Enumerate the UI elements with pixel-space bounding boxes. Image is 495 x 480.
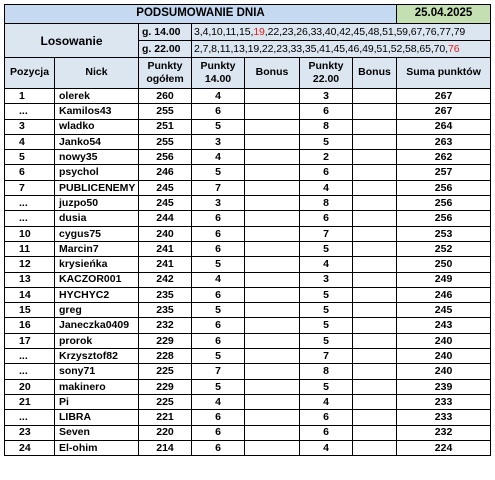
position-cell: 14	[5, 287, 55, 302]
draw-number: 76	[447, 42, 460, 55]
bonus-2-cell	[353, 410, 397, 425]
total-points-cell: 235	[139, 287, 192, 302]
sum-points-cell: 256	[397, 196, 491, 211]
points-14-cell: 6	[192, 104, 245, 119]
total-points-cell: 260	[139, 89, 192, 104]
position-cell: 7	[5, 180, 55, 195]
nick-cell: KACZOR001	[55, 272, 139, 287]
draw-number: 11	[219, 42, 231, 55]
table-row	[5, 165, 491, 180]
sum-points-cell: 250	[397, 257, 491, 272]
nick-cell: Pi	[55, 394, 139, 409]
points-14-cell: 6	[192, 241, 245, 256]
points-14-cell: 5	[192, 119, 245, 134]
nick-cell: krysieńka	[55, 257, 139, 272]
total-points-cell: 241	[139, 241, 192, 256]
nick-cell: juzpo50	[55, 196, 139, 211]
bonus-1-cell	[245, 272, 300, 287]
points-22-cell: 8	[300, 196, 353, 211]
draw-number: 19	[253, 25, 265, 38]
bonus-1-cell	[245, 287, 300, 302]
bonus-2-cell	[353, 119, 397, 134]
points-22-cell: 3	[300, 272, 353, 287]
sum-points-cell: 246	[397, 287, 491, 302]
draw-number: 35	[304, 42, 317, 55]
draw-number: 26	[296, 25, 308, 38]
draw-number: 70	[433, 42, 446, 55]
total-points-cell: 256	[139, 150, 192, 165]
sum-points-cell: 256	[397, 180, 491, 195]
bonus-1-cell	[245, 196, 300, 211]
points-14-cell: 6	[192, 333, 245, 348]
total-points-cell: 214	[139, 440, 192, 455]
draw-number: 77	[439, 25, 451, 38]
bonus-2-cell	[353, 364, 397, 379]
draw-number: 33	[310, 25, 323, 38]
bonus-1-cell	[245, 379, 300, 394]
total-points-cell: 229	[139, 333, 192, 348]
points-14-cell: 4	[192, 272, 245, 287]
sum-points-cell: 240	[397, 364, 491, 379]
draw-number: 40	[324, 25, 337, 38]
summary-table	[4, 4, 491, 456]
table-row	[5, 349, 491, 364]
points-22-cell: 3	[300, 89, 353, 104]
position-cell: ...	[5, 196, 55, 211]
sum-points-cell: 257	[397, 165, 491, 180]
table-row	[5, 379, 491, 394]
sum-points-cell: 262	[397, 150, 491, 165]
bonus-1-cell	[245, 119, 300, 134]
sum-points-cell: 224	[397, 440, 491, 455]
sum-points-cell: 256	[397, 211, 491, 226]
nick-cell: Marcin7	[55, 241, 139, 256]
total-points-cell: 225	[139, 394, 192, 409]
nick-cell: Seven	[55, 425, 139, 440]
points-22-cell: 4	[300, 440, 353, 455]
nick-cell: PUBLICENEMY	[55, 180, 139, 195]
position-cell: 16	[5, 318, 55, 333]
points-22-cell: 6	[300, 410, 353, 425]
sum-points-cell: 264	[397, 119, 491, 134]
position-cell: 20	[5, 379, 55, 394]
summary-sheet	[4, 4, 491, 476]
draw-number: 41	[319, 42, 331, 55]
table-row	[5, 440, 491, 455]
points-14-cell: 5	[192, 257, 245, 272]
points-22-cell: 4	[300, 180, 353, 195]
sum-points-cell: 249	[397, 272, 491, 287]
sum-points-cell: 252	[397, 241, 491, 256]
table-row	[5, 241, 491, 256]
position-cell: ...	[5, 349, 55, 364]
total-points-cell: 228	[139, 349, 192, 364]
draw-time-1: g. 14.00	[139, 24, 192, 41]
date-cell: 25.04.2025	[397, 5, 491, 24]
nick-cell: HYCHYC2	[55, 287, 139, 302]
points-14-cell: 6	[192, 425, 245, 440]
table-row	[5, 272, 491, 287]
points-14-cell: 5	[192, 349, 245, 364]
position-cell: 24	[5, 440, 55, 455]
points-22-cell: 5	[300, 287, 353, 302]
points-22-cell: 2	[300, 150, 353, 165]
bonus-1-cell	[245, 303, 300, 318]
points-22-cell: 6	[300, 425, 353, 440]
table-row	[5, 150, 491, 165]
points-22-cell: 4	[300, 257, 353, 272]
nick-cell: olerek	[55, 89, 139, 104]
points-14-cell: 6	[192, 211, 245, 226]
draw-number: 13	[233, 42, 245, 55]
bonus-2-cell	[353, 303, 397, 318]
table-row	[5, 134, 491, 149]
position-cell: 12	[5, 257, 55, 272]
col-header-sum: Suma punktów	[397, 58, 491, 89]
bonus-1-cell	[245, 425, 300, 440]
bonus-2-cell	[353, 89, 397, 104]
draw-number: 23	[281, 25, 294, 38]
draw-number: 2	[194, 42, 200, 55]
bonus-2-cell	[353, 349, 397, 364]
points-22-cell: 5	[300, 318, 353, 333]
draw-number: 58	[405, 42, 417, 55]
col-header-position: Pozycja	[5, 58, 55, 89]
total-points-cell: 244	[139, 211, 192, 226]
bonus-2-cell	[353, 425, 397, 440]
bonus-1-cell	[245, 89, 300, 104]
position-cell: 6	[5, 165, 55, 180]
draw-number: 67	[410, 25, 423, 38]
total-points-cell: 220	[139, 425, 192, 440]
bonus-2-cell	[353, 394, 397, 409]
total-points-cell: 241	[139, 257, 192, 272]
sum-points-cell: 267	[397, 104, 491, 119]
nick-cell: greg	[55, 303, 139, 318]
draw-number: 51	[376, 42, 388, 55]
bonus-1-cell	[245, 180, 300, 195]
draw-number: 46	[347, 42, 360, 55]
points-22-cell: 7	[300, 349, 353, 364]
nick-cell: Krzysztof82	[55, 349, 139, 364]
bonus-2-cell	[353, 165, 397, 180]
nick-cell: Janko54	[55, 134, 139, 149]
draw-number: 33	[290, 42, 302, 55]
points-22-cell: 5	[300, 379, 353, 394]
sum-points-cell: 240	[397, 349, 491, 364]
bonus-1-cell	[245, 257, 300, 272]
draw-number: 10	[211, 25, 223, 38]
nick-cell: cygus75	[55, 226, 139, 241]
bonus-2-cell	[353, 196, 397, 211]
col-header-points-14: Punkty 14.00	[192, 58, 245, 89]
bonus-2-cell	[353, 272, 397, 287]
points-14-cell: 5	[192, 379, 245, 394]
column-header-row	[5, 58, 491, 89]
draw-number: 76	[425, 25, 437, 38]
nick-cell: Janeczka0409	[55, 318, 139, 333]
total-points-cell: 245	[139, 196, 192, 211]
table-row	[5, 211, 491, 226]
bonus-2-cell	[353, 440, 397, 455]
bonus-2-cell	[353, 180, 397, 195]
points-14-cell: 5	[192, 303, 245, 318]
draw-number: 22	[267, 25, 280, 38]
position-cell: 17	[5, 333, 55, 348]
total-points-cell: 221	[139, 410, 192, 425]
table-row	[5, 318, 491, 333]
position-cell: 11	[5, 241, 55, 256]
bonus-2-cell	[353, 379, 397, 394]
points-22-cell: 5	[300, 303, 353, 318]
table-row	[5, 425, 491, 440]
position-cell: 1	[5, 89, 55, 104]
total-points-cell: 251	[139, 119, 192, 134]
total-points-cell: 245	[139, 180, 192, 195]
draw-numbers-1: 3,4,10,11,15,19,22,23,26,33,40,42,45,48,51,59,67,76,77,79	[192, 24, 491, 41]
bonus-2-cell	[353, 104, 397, 119]
sum-points-cell: 253	[397, 226, 491, 241]
total-points-cell: 229	[139, 379, 192, 394]
bonus-2-cell	[353, 318, 397, 333]
nick-cell: psychol	[55, 165, 139, 180]
draw-time-2: g. 22.00	[139, 41, 192, 58]
bonus-1-cell	[245, 150, 300, 165]
total-points-cell: 246	[139, 165, 192, 180]
points-22-cell: 5	[300, 134, 353, 149]
position-cell: ...	[5, 410, 55, 425]
bonus-1-cell	[245, 165, 300, 180]
bonus-1-cell	[245, 211, 300, 226]
nick-cell: El-ohim	[55, 440, 139, 455]
nick-cell: nowy35	[55, 150, 139, 165]
col-header-nick: Nick	[55, 58, 139, 89]
total-points-cell: 255	[139, 134, 192, 149]
table-row	[5, 89, 491, 104]
table-row	[5, 364, 491, 379]
points-22-cell: 4	[300, 394, 353, 409]
draw-number: 42	[339, 25, 351, 38]
page-title: PODSUMOWANIE DNIA	[5, 5, 397, 24]
points-14-cell: 4	[192, 394, 245, 409]
position-cell: 5	[5, 150, 55, 165]
table-row	[5, 410, 491, 425]
draw-number: 3	[194, 25, 200, 38]
bonus-2-cell	[353, 241, 397, 256]
col-header-total: Punkty ogółem	[139, 58, 192, 89]
bonus-1-cell	[245, 241, 300, 256]
table-row	[5, 287, 491, 302]
bonus-2-cell	[353, 257, 397, 272]
draw-row-1	[5, 24, 491, 41]
table-row	[5, 303, 491, 318]
sum-points-cell: 239	[397, 379, 491, 394]
points-22-cell: 6	[300, 165, 353, 180]
table-row	[5, 333, 491, 348]
position-cell: 3	[5, 119, 55, 134]
col-header-bonus-1: Bonus	[245, 58, 300, 89]
position-cell: 13	[5, 272, 55, 287]
bonus-1-cell	[245, 333, 300, 348]
position-cell: 21	[5, 394, 55, 409]
sum-points-cell: 232	[397, 425, 491, 440]
draw-number: 4	[202, 25, 209, 38]
points-14-cell: 7	[192, 364, 245, 379]
draw-number: 45	[353, 25, 365, 38]
bonus-1-cell	[245, 410, 300, 425]
position-cell: 10	[5, 226, 55, 241]
position-cell: ...	[5, 104, 55, 119]
points-14-cell: 4	[192, 89, 245, 104]
total-points-cell: 240	[139, 226, 192, 241]
bonus-1-cell	[245, 318, 300, 333]
sum-points-cell: 233	[397, 394, 491, 409]
bonus-1-cell	[245, 440, 300, 455]
points-14-cell: 7	[192, 180, 245, 195]
bonus-2-cell	[353, 150, 397, 165]
points-14-cell: 6	[192, 440, 245, 455]
bonus-2-cell	[353, 333, 397, 348]
draw-number: 59	[396, 25, 408, 38]
nick-cell: prorok	[55, 333, 139, 348]
total-points-cell: 235	[139, 303, 192, 318]
bonus-1-cell	[245, 364, 300, 379]
draw-number: 51	[382, 25, 394, 38]
draw-number: 23	[276, 42, 288, 55]
table-row	[5, 394, 491, 409]
draw-numbers-2: 2,7,8,11,13,19,22,23,33,35,41,45,46,49,51,52,58,65,70,76	[192, 41, 491, 58]
bonus-1-cell	[245, 134, 300, 149]
draw-number: 45	[333, 42, 345, 55]
points-22-cell: 8	[300, 364, 353, 379]
position-cell: 15	[5, 303, 55, 318]
sum-points-cell: 233	[397, 410, 491, 425]
header-row	[5, 5, 491, 24]
points-22-cell: 6	[300, 104, 353, 119]
points-14-cell: 6	[192, 287, 245, 302]
sum-points-cell: 263	[397, 134, 491, 149]
bonus-2-cell	[353, 226, 397, 241]
draw-label: Losowanie	[5, 24, 139, 58]
nick-cell: dusia	[55, 211, 139, 226]
points-22-cell: 5	[300, 241, 353, 256]
sum-points-cell: 243	[397, 318, 491, 333]
bonus-1-cell	[245, 349, 300, 364]
draw-number: 7	[202, 42, 209, 55]
table-row	[5, 196, 491, 211]
draw-number: 65	[419, 42, 431, 55]
table-row	[5, 226, 491, 241]
table-row	[5, 257, 491, 272]
sum-points-cell: 267	[397, 89, 491, 104]
draw-number: 48	[367, 25, 380, 38]
position-cell: ...	[5, 211, 55, 226]
points-14-cell: 5	[192, 165, 245, 180]
points-14-cell: 4	[192, 150, 245, 165]
points-22-cell: 8	[300, 119, 353, 134]
points-14-cell: 6	[192, 410, 245, 425]
draw-number: 19	[247, 42, 260, 55]
draw-number: 15	[239, 25, 251, 38]
nick-cell: Kamilos43	[55, 104, 139, 119]
total-points-cell: 255	[139, 104, 192, 119]
nick-cell: sony71	[55, 364, 139, 379]
total-points-cell: 225	[139, 364, 192, 379]
total-points-cell: 242	[139, 272, 192, 287]
bonus-1-cell	[245, 394, 300, 409]
col-header-bonus-2: Bonus	[353, 58, 397, 89]
points-22-cell: 5	[300, 333, 353, 348]
table-row	[5, 119, 491, 134]
points-14-cell: 6	[192, 226, 245, 241]
nick-cell: LIBRA	[55, 410, 139, 425]
sum-points-cell: 240	[397, 333, 491, 348]
draw-number: 22	[261, 42, 274, 55]
sum-points-cell: 245	[397, 303, 491, 318]
bonus-1-cell	[245, 226, 300, 241]
draw-number: 11	[225, 25, 237, 38]
total-points-cell: 232	[139, 318, 192, 333]
draw-number: 79	[453, 25, 466, 38]
bonus-2-cell	[353, 211, 397, 226]
draw-number: 8	[211, 42, 217, 55]
table-row	[5, 104, 491, 119]
position-cell: 23	[5, 425, 55, 440]
nick-cell: makinero	[55, 379, 139, 394]
draw-number: 52	[390, 42, 403, 55]
points-14-cell: 3	[192, 196, 245, 211]
bonus-2-cell	[353, 287, 397, 302]
position-cell: 4	[5, 134, 55, 149]
nick-cell: wladko	[55, 119, 139, 134]
points-14-cell: 6	[192, 318, 245, 333]
position-cell: ...	[5, 364, 55, 379]
bonus-1-cell	[245, 104, 300, 119]
points-14-cell: 3	[192, 134, 245, 149]
draw-number: 49	[362, 42, 374, 55]
table-row	[5, 180, 491, 195]
points-22-cell: 7	[300, 226, 353, 241]
bonus-2-cell	[353, 134, 397, 149]
col-header-points-22: Punkty 22.00	[300, 58, 353, 89]
points-22-cell: 6	[300, 211, 353, 226]
